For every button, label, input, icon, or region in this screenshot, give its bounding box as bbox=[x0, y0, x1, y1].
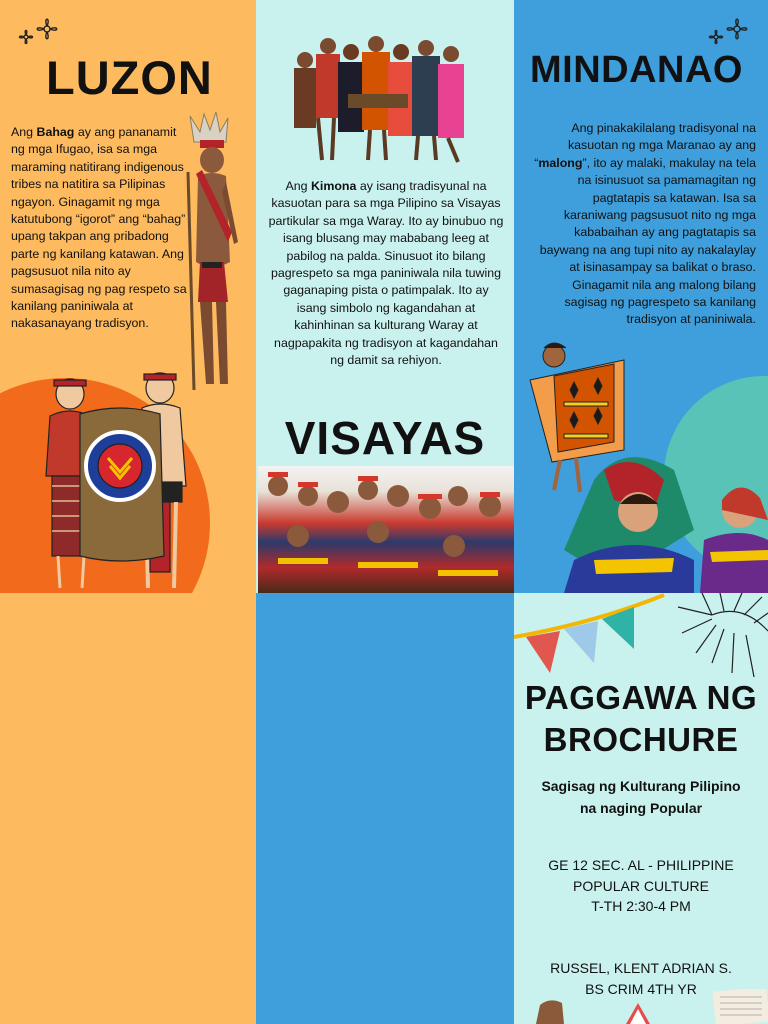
cover-panel bbox=[514, 593, 768, 1024]
author-info: RUSSEL, KLENT ADRIAN S. BS CRIM 4TH YR bbox=[550, 960, 732, 997]
luzon-panel bbox=[0, 0, 256, 593]
visayas-description: Ang Kimona ay isang tradisyunal na kasuotan para sa mga Pilipino sa Visayas partikular sa mga Waray. Ito ay binubuo ng isang blusang may mababang leeg at pabilog na palda. Sinusuot ito bilang pagrespeto sa mga paniniwala nila tuwing gaganaping pista o patimpalak. Ito ay isang simbolo ng kagandahan at kahinhinan sa kulturang Waray at nagpapakita ng tradisyon at kagandahan ng damit sa rehiyon. bbox=[268, 179, 504, 368]
luzon-description: Ang Bahag ay ang pananamit ng mga Ifugao, isa sa mga maraming natitirang indigenous tribes na natitira sa Pilipinas ngayon. Ginagamit ng mga katutubong “igorot” ang “bahag” upang takpan ang pribadong parte ng kanilang katawan. Ang pagsusuot nila nito ay sumasagisag ng pag respeto sa kanilang paniniwala at nakasanayang tradisyon. bbox=[11, 125, 187, 331]
back-middle-panel bbox=[256, 593, 514, 1024]
back-left-panel bbox=[0, 593, 256, 1024]
cover-title: PAGGAWA NG BROCHURE bbox=[524, 679, 758, 758]
mindanao-description: Ang pinakakilalang tradisyonal na kasuotan ng mga Maranao ay ang “malong”, ito ay malaki, makulay na tela na isinusuot sa pamamagitan ng pagtatapis sa katawan. Isa sa karaniwang pagsusuot nito ng mga kababaihan ay ang pagtatapis sa baywang na ang tupi nito ay nakalaylay at isinasampay sa balikat o braso. Ginagamit nila ang malong bilang sagisag ng pagrespeto sa kanilang tradisyon at paniniwala. bbox=[534, 121, 756, 327]
ifugao-man-photo bbox=[176, 112, 244, 392]
course-info: GE 12 SEC. AL - PHILIPPINE POPULAR CULTURE T-TH 2:30-4 PM bbox=[548, 857, 734, 914]
luzon-keyword: Bahag bbox=[36, 125, 75, 139]
tribal-group-photo bbox=[288, 34, 484, 164]
visayas-panel bbox=[256, 0, 514, 593]
corner-decoration bbox=[514, 989, 768, 1024]
mindanao-title: MINDANAO bbox=[530, 49, 743, 91]
sun-rays-icon bbox=[672, 593, 768, 683]
mindanao-panel bbox=[514, 0, 768, 593]
visayas-keyword: Kimona bbox=[310, 179, 357, 193]
cover-subtitle: Sagisag ng Kulturang Pilipino na naging Popular bbox=[541, 778, 741, 816]
flower-doodle-icon bbox=[706, 14, 752, 48]
visayas-title: VISAYAS bbox=[284, 412, 486, 464]
luzon-title: LUZON bbox=[46, 51, 213, 104]
flower-doodle-icon bbox=[16, 14, 62, 48]
maranao-dancers-photo bbox=[554, 440, 768, 593]
mindanao-keyword: malong bbox=[538, 155, 583, 170]
festival-dancers-photo bbox=[258, 466, 514, 593]
bunting-flags-icon bbox=[514, 593, 682, 679]
ifugao-couple-illustration bbox=[30, 366, 202, 593]
